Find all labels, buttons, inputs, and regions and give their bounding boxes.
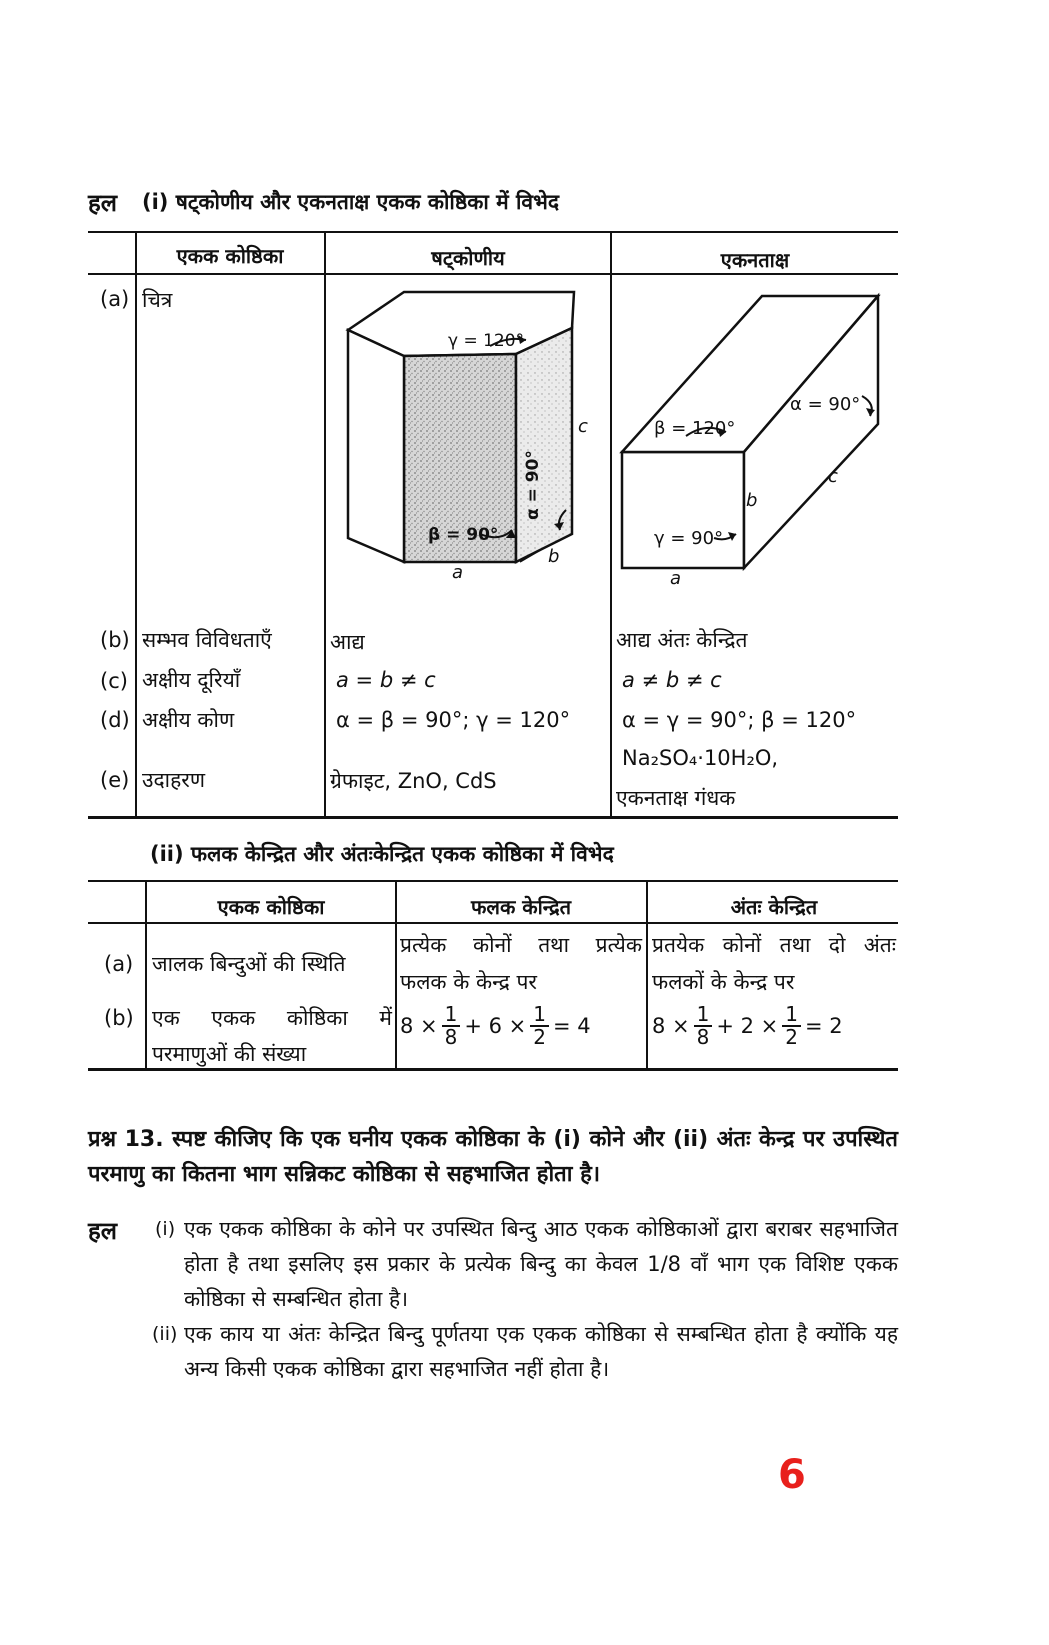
table2-col-divider-1 <box>145 880 147 1070</box>
row-c-mono: a ≠ b ≠ c <box>622 668 722 692</box>
monoclinic-unit-cell-figure <box>614 286 898 592</box>
hex-beta-label: β = 90° <box>428 525 499 545</box>
answer-ii-label: (ii) <box>152 1323 178 1345</box>
table2-header-rule <box>88 922 898 924</box>
table1-bottom-rule <box>88 816 898 819</box>
page-number: 6 <box>778 1452 806 1498</box>
row-b-hex: आद्य <box>330 630 365 654</box>
row-b-prop: सम्भव विविधताएँ <box>142 628 272 652</box>
hex-alpha-label: α = 90° <box>523 450 543 520</box>
t2-row-a-fcc-line2: फलक के केन्द्र पर <box>400 970 537 994</box>
answer-hal-label: हल <box>88 1217 118 1245</box>
answer-ii-text: एक काय या अंतः केन्द्रित बिन्दु पूर्णतया एक एकक कोष्ठिका से सम्बन्धित होता है क्योंकि यह अन्य किसी एकक कोष्ठिका द्वारा सहभाजित नहीं होता है। <box>184 1322 898 1381</box>
row-d-prop: अक्षीय कोण <box>142 708 235 732</box>
row-c-label: (c) <box>100 669 128 693</box>
table2-top-rule <box>88 880 898 882</box>
table1-header-rule <box>88 273 898 275</box>
question-label: प्रश्न 13. <box>88 1127 164 1152</box>
mono-c-label: c <box>828 466 838 487</box>
mono-a-label: a <box>670 568 682 589</box>
t2-row-a-bcc-line2: फलकों के केन्द्र पर <box>652 970 795 994</box>
table1-col-divider-3 <box>610 231 612 817</box>
row-e-prop: उदाहरण <box>142 768 206 792</box>
answer-i-label: (i) <box>155 1218 176 1240</box>
row-c-prop: अक्षीय दूरियाँ <box>142 668 241 692</box>
mono-alpha-label: α = 90° <box>790 394 861 415</box>
hex-b-label: b <box>548 546 560 567</box>
hex-c-label: c <box>578 416 588 437</box>
table1-col-divider-2 <box>324 231 326 817</box>
table1-header-unit-cell: एकक कोष्ठिका <box>176 244 284 268</box>
row-a-label: (a) <box>100 287 130 311</box>
row-e-mono-line1: Na₂SO₄·10H₂O, <box>622 746 779 770</box>
hal-label: हल <box>88 189 118 217</box>
row-b-label: (b) <box>100 628 130 652</box>
mono-gamma-label: γ = 90° <box>654 528 724 549</box>
row-a-prop: चित्र <box>142 288 173 312</box>
fcc-atom-count-formula: 8 × $\frac{1}{8}$ + 6 × $\frac{1}{2}$ = 4 <box>400 1002 591 1049</box>
table1-col-divider-1 <box>135 231 137 817</box>
section-heading-1: (i) षट्कोणीय और एकनताक्ष एकक कोष्ठिका में विभेद <box>142 190 559 214</box>
row-e-mono-line2: एकनताक्ष गंधक <box>616 786 736 810</box>
hexagonal-unit-cell-figure <box>330 280 610 590</box>
t2-row-b-prop-line2: परमाणुओं की संख्या <box>152 1042 307 1066</box>
t2-row-a-fcc-line1: प्रत्येक कोनों तथा प्रत्येक <box>400 933 642 957</box>
bcc-atom-count-formula: 8 × $\frac{1}{8}$ + 2 × $\frac{1}{2}$ = 2 <box>652 1002 843 1049</box>
table1-top-rule <box>88 231 898 233</box>
hex-gamma-label: γ = 120° <box>448 331 525 351</box>
t2-row-b-prop-line1: एक एकक कोष्ठिका में <box>152 1006 392 1030</box>
row-c-hex: a = b ≠ c <box>336 668 436 692</box>
hex-a-label: a <box>452 562 464 583</box>
table2-header-fcc: फलक केन्द्रित <box>470 895 572 919</box>
t2-row-a-bcc-line1: प्रतयेक कोनों तथा दो अंतः <box>652 933 896 957</box>
mono-beta-label: β = 120° <box>654 418 736 439</box>
question-13 <box>88 1122 898 1192</box>
mono-b-label: b <box>746 490 758 511</box>
table2-bottom-rule <box>88 1068 898 1071</box>
row-e-hex: ग्रेफाइट, ZnO, CdS <box>330 769 497 793</box>
table2-col-divider-2 <box>395 880 397 1070</box>
t2-row-b-label: (b) <box>104 1006 134 1030</box>
section-heading-2: (ii) फलक केन्द्रित और अंतःकेन्द्रित एकक कोष्ठिका में विभेद <box>150 842 614 866</box>
table2-header-bcc: अंतः केन्द्रित <box>730 895 818 919</box>
table2-header-unit-cell: एकक कोष्ठिका <box>217 895 325 919</box>
table2-col-divider-3 <box>646 880 648 1070</box>
table1-header-monoclinic: एकनताक्ष <box>720 248 790 272</box>
t2-row-a-label: (a) <box>104 952 134 976</box>
answer-i-text: एक एकक कोष्ठिका के कोने पर उपस्थित बिन्दु आठ एकक कोष्ठिकाओं द्वारा बराबर सहभाजित होता है तथा इसलिए इस प्रकार के प्रत्येक बिन्दु का केवल 1/8 वाँ भाग एक विशिष्ट एकक कोष्ठिका से सम्बन्धित होता है। <box>184 1217 898 1311</box>
row-d-mono: α = γ = 90°; β = 120° <box>622 708 857 732</box>
row-e-label: (e) <box>100 768 130 792</box>
row-d-hex: α = β = 90°; γ = 120° <box>336 708 571 732</box>
table1-header-hexagonal: षट्कोणीय <box>431 246 505 270</box>
question-text: स्पष्ट कीजिए कि एक घनीय एकक कोष्ठिका के (i) कोने और (ii) अंतः केन्द्र पर उपस्थित परमाणु का कितना भाग सन्निकट कोष्ठिका से सहभाजित होता है। <box>88 1127 898 1187</box>
t2-row-a-prop: जालक बिन्दुओं की स्थिति <box>152 952 346 976</box>
row-b-mono: आद्य अंतः केन्द्रित <box>616 628 748 652</box>
row-d-label: (d) <box>100 708 130 732</box>
